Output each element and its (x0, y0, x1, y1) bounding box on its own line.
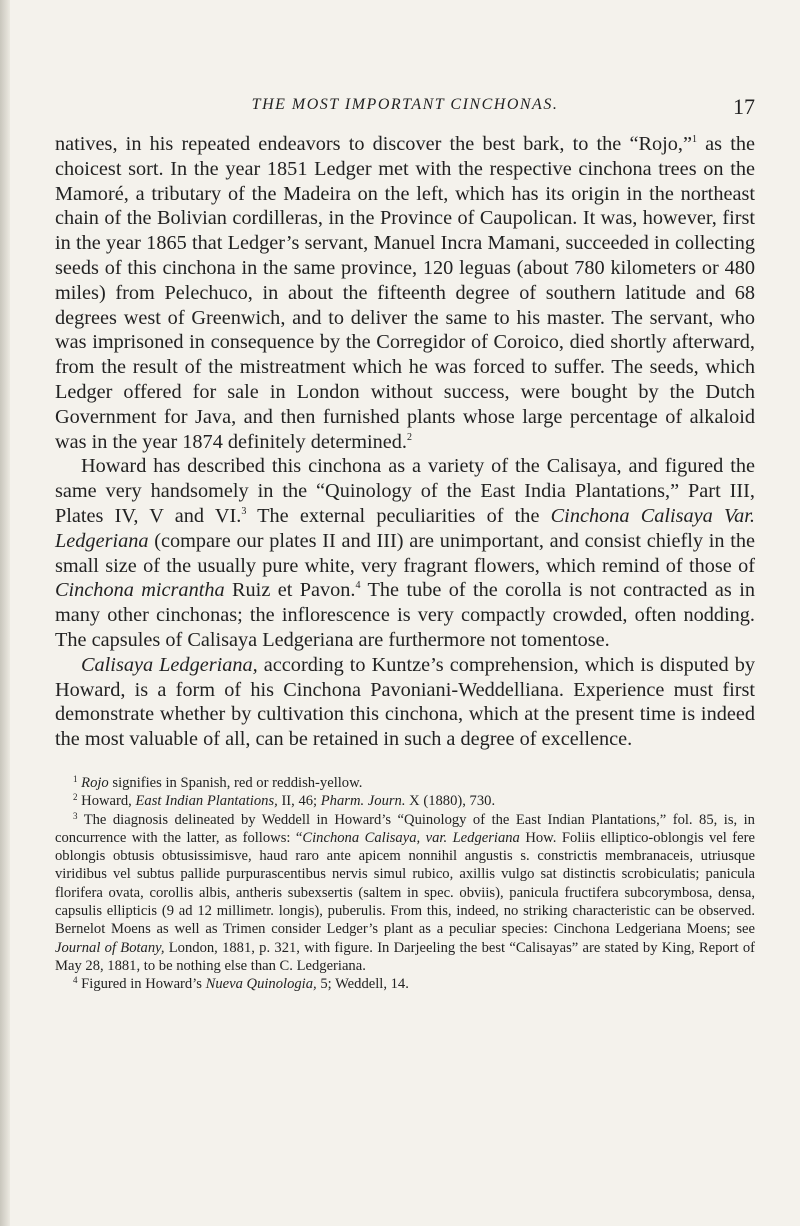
footnote-italic: Journal of Botany, (55, 939, 165, 956)
species-name: Calisaya Ledgeriana, (81, 653, 258, 676)
species-name: Cinchona micrantha (55, 579, 225, 602)
footnote-text: X (1880), 730. (409, 793, 496, 810)
text-run: according to Kuntze’s comprehension, which is disputed by Howard, is a form of his Cinchona Pavoniani-Weddelliana. Experience must first demonstrate whether by cultivation this cinchona, which at the present time is indeed the most valuable of all, can be retained in such a degree of excellence. (55, 653, 755, 751)
footnote-ref-1: 1 (691, 134, 697, 145)
footnote-text: Howard, (81, 793, 132, 810)
paragraph-3 (55, 653, 755, 752)
footnote-4 (55, 975, 755, 993)
body-text (55, 132, 755, 752)
footnote-2 (55, 792, 755, 810)
footnote-text: The diagnosis delineated by Weddell in Howard’s “Quinology of the East Indian Plantations,” fol. 85, is, in concurrence with the latter, as follows: “ (55, 811, 755, 846)
text-run: The tube of the corolla is not contracted as in many other cinchonas; the inflorescence is very compactly crowded, often nodding. The capsules of Calisaya Ledgeriana are furthermore not tomentose. (55, 579, 755, 651)
text-run: The external peculiarities of the (257, 504, 540, 527)
footnote-mark: 4 (73, 975, 78, 986)
text-run: natives, in his repeated endeavors to discover the best bark, to the “Rojo,” (55, 133, 692, 155)
footnote-1 (55, 774, 755, 792)
footnote-italic: Cinchona Calisaya, var. Ledgeriana (302, 829, 520, 846)
text-run: Howard has described this cinchona as a variety of the Calisaya, and figured the same very handsomely in the “Quinology of the East India Plantations,” Part III, Plates IV, V and VI. (55, 455, 755, 527)
footnote-text: II, 46; (281, 793, 318, 810)
page-number: 17 (733, 94, 755, 119)
footnote-text: Figured in Howard’s (81, 976, 202, 993)
running-title: THE MOST IMPORTANT CINCHONAS. (251, 96, 559, 113)
footnote-italic: Pharm. Journ. (320, 793, 406, 810)
book-page (55, 0, 755, 993)
paragraph-2 (55, 454, 755, 652)
page-edge-shadow (0, 0, 10, 1226)
footnote-mark: 1 (73, 773, 78, 784)
footnote-ref-3: 3 (241, 505, 247, 517)
footnote-text: 5; Weddell, 14. (320, 976, 409, 993)
species-name: Cinchona Calisaya Var. Ledgeriana (55, 504, 755, 552)
footnote-italic: Rojo (81, 774, 109, 791)
footnote-ref-4: 4 (355, 580, 361, 592)
text-run: as the choicest sort. In the year 1851 Ledger met with the respective cinchona trees on the Mamoré, a tributary of the Madeira on the left, which has its origin in the northeast chain of the Bolivian cordilleras, in the Province of Caupolican. It was, however, first in the year 1865 that Ledger’s servant, Manuel Incra Mamani, succeeded in collecting seeds of this cinchona in the same province, 120 leguas (about 780 kilometers or 480 miles) from Pelechuco, in about the fifteenth degree of southern latitude and 68 degrees west of Greenwich, and to deliver the same to his master. The servant, who was imprisoned in consequence by the Corregidor of Coroico, died shortly afterward, from the result of the mistreatment which he was forced to suffer. The seeds, which Ledger offered for sale in London without success, were bought by the Dutch Government for Java, and then furnished plants whose large percentage of alkaloid was in the year 1874 definitely determined. (55, 133, 755, 453)
text-run: (compare our plates II and III) are unimportant, and consist chiefly in the small size of the usually pure white, very fragrant flowers, which remind of those of (55, 529, 755, 577)
footnote-3 (55, 811, 755, 976)
footnote-text: London, 1881, p. 321, with figure. In Darjeeling the best “Calisayas” are stated by King, Report of May 28, 1881, to be nothing else than C. Ledgeriana. (55, 939, 756, 974)
footnote-italic: East Indian Plantations, (135, 793, 278, 810)
paragraph-1 (55, 132, 755, 454)
footnote-text: signifies in Spanish, red or reddish-yellow. (112, 774, 363, 791)
footnote-italic: Nueva Quinologia, (205, 976, 317, 993)
footnote-text: How. Foliis elliptico-oblongis vel fere oblongis obtusis obtusissimisve, haud raro ante apicem nonnihil angustis s. constrictis membranaceis, utriusque viridibus vel subtus pallide purpurascentibus nervis simul rubico, axillis vulgo sat distinctis scrobiculatis; panicula florifera ovata, corollis albis, antheris subexsertis (saltem in spec. obviis), panicula fructifera subcorymbosa, densa, capsulis ellipticis (9 ad 12 millimetr. longis), puberulis. From this, indeed, no striking characteristic can be observed. Bernelot Moens as well as Trimen consider Ledger’s plant as a peculiar species: Cinchona Ledgeriana Moens; see (55, 829, 755, 938)
footnote-ref-2: 2 (407, 431, 412, 443)
running-head (55, 94, 755, 122)
footnote-mark: 2 (73, 792, 78, 803)
text-run: Ruiz et Pavon. (232, 579, 356, 602)
footnote-mark: 3 (73, 810, 78, 821)
footnotes (55, 774, 755, 994)
